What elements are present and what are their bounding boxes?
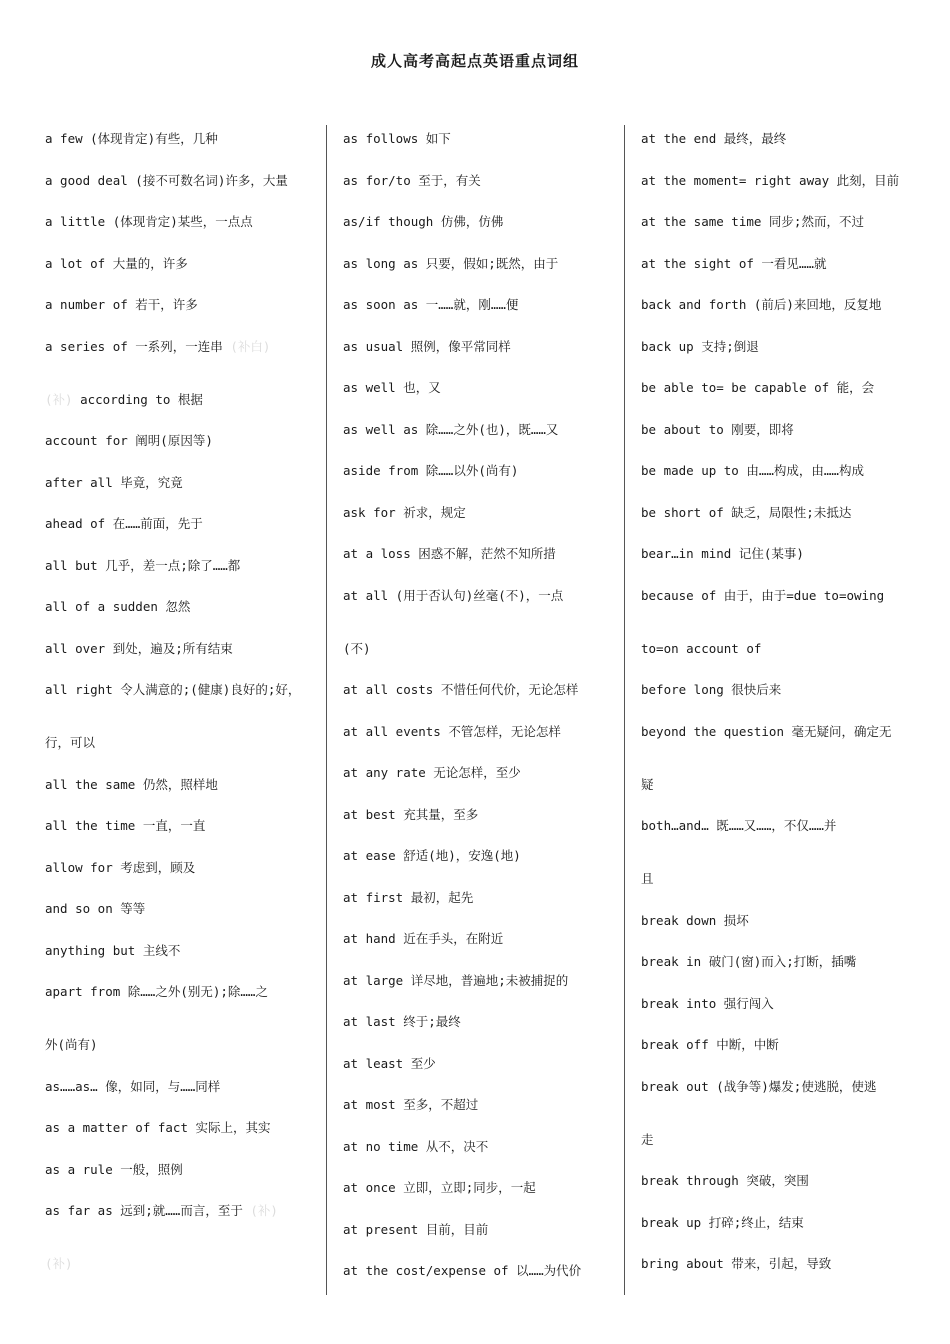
phrase-entry: as follows 如下: [343, 131, 451, 146]
phrase-entry: a little (体现肯定)某些，一点点: [45, 214, 253, 229]
phrase-entry: a lot of 大量的，许多: [45, 255, 188, 271]
phrase-entry: as well as 除……之外(也)，既……又: [343, 421, 559, 437]
phrase-entry: as for/to 至于，有关: [343, 172, 481, 188]
phrase-entry: at present 目前，目前: [343, 1221, 489, 1237]
faint-mark: (补): [250, 1203, 278, 1218]
phrase-text: according to 根据: [80, 391, 203, 407]
phrase-entry-continuation: 外(尚有): [45, 1037, 98, 1052]
phrase-entry: at once 立即，立即;同步，一起: [343, 1180, 536, 1195]
faint-mark: (补): [45, 1256, 73, 1271]
phrase-entry: break in 破门(窗)而入;打断，插嘴: [641, 954, 857, 969]
phrase-entry-continuation: (不): [343, 640, 371, 656]
phrase-entry: break down 损坏: [641, 912, 749, 928]
phrase-entry: at best 充其量，至多: [343, 806, 479, 822]
phrase-entry: after all 毕竟，究竟: [45, 474, 183, 490]
phrase-entry: account for 阐明(原因等): [45, 433, 213, 448]
phrase-entry: be made up to 由……构成，由……构成: [641, 463, 864, 478]
phrase-entry: and so on 等等: [45, 901, 146, 916]
column-divider: [326, 125, 327, 1295]
phrase-entry: allow for 考虑到，顾及: [45, 859, 196, 875]
phrase-entry: bring about 带来，引起，导致: [641, 1256, 832, 1271]
phrase-entry-continuation: 疑: [641, 776, 654, 792]
phrase-entry: at all (用于否认句)丝毫(不)，一点: [343, 587, 564, 603]
faint-mark: (补白): [230, 338, 271, 354]
phrase-entry-continuation: to=on account of: [641, 640, 762, 656]
phrase-entry: at any rate 无论怎样，至少: [343, 765, 521, 780]
phrase-text: a series of 一系列，一连串: [45, 338, 223, 354]
phrase-entry: at hand 近在手头，在附近: [343, 931, 504, 946]
phrase-entry: at the moment= right away 此刻，目前: [641, 172, 900, 188]
phrase-entry: all the same 仍然，照样地: [45, 776, 218, 792]
phrase-entry: aside from 除……以外(尚有): [343, 463, 519, 478]
phrase-entry: at first 最初，起先: [343, 889, 474, 905]
phrase-entry: beyond the question 毫无疑问，确定无: [641, 723, 892, 739]
phrase-entry: at the cost/expense of 以……为代价: [343, 1263, 582, 1278]
phrase-entry: break into 强行闯入: [641, 995, 774, 1011]
phrase-entry: as a rule 一般，照例: [45, 1161, 183, 1177]
phrase-entry: all over 到处，遍及;所有结束: [45, 640, 233, 656]
phrase-entry: at large 详尽地，普遍地;未被捕捉的: [343, 972, 569, 988]
phrase-entry: back up 支持;倒退: [641, 338, 759, 354]
phrase-entry-continuation: 且: [641, 871, 654, 886]
phrase-entry: as a matter of fact 实际上，其实: [45, 1120, 271, 1135]
phrase-entry: be short of 缺乏，局限性;未抵达: [641, 504, 852, 520]
phrase-entry: a few (体现肯定)有些，几种: [45, 131, 218, 146]
phrase-entry: because of 由于，由于=due to=owing: [641, 587, 885, 603]
phrase-entry: all right 令人满意的;(健康)良好的;好，: [45, 682, 301, 697]
column-divider: [624, 125, 625, 1295]
phrase-entry: all of a sudden 忽然: [45, 599, 191, 614]
phrase-entry: at the same time 同步;然而，不过: [641, 214, 864, 229]
phrase-entry: all but 几乎，差一点;除了……都: [45, 557, 241, 573]
phrase-entry: back and forth (前后)来回地，反复地: [641, 297, 882, 312]
phrase-entry: anything but 主线不: [45, 942, 181, 958]
phrase-entry: [45, 337, 315, 390]
phrase-entry: at a loss 困惑不解，茫然不知所措: [343, 546, 556, 561]
phrase-entry: before long 很快后来: [641, 682, 782, 697]
phrase-entry: be able to= be capable of 能，会: [641, 380, 875, 395]
phrase-entry: apart from 除……之外(别无);除……之: [45, 984, 268, 999]
phrase-entry: at the end 最终，最终: [641, 131, 787, 146]
phrase-entry: bear…in mind 记住(某事): [641, 546, 804, 561]
phrase-entry: [45, 390, 315, 432]
phrase-text: as far as 远到;就……而言，至于: [45, 1203, 243, 1218]
phrase-entry: as long as 只要，假如;既然，由于: [343, 255, 559, 271]
phrase-entry: at last 终于;最终: [343, 1014, 461, 1029]
phrase-entry: as soon as 一……就，刚……便: [343, 297, 519, 312]
phrase-entry: as usual 照例，像平常同样: [343, 338, 511, 354]
phrase-entry: at no time 从不，决不: [343, 1138, 489, 1154]
phrase-entry: break out (战争等)爆发;使逃脱，使逃: [641, 1078, 877, 1094]
faint-mark: (补): [45, 391, 73, 407]
phrase-entry: as……as… 像，如同，与……同样: [45, 1078, 221, 1094]
column-2: [343, 129, 613, 1303]
phrase-entry: both…and… 既……又……，不仅……并: [641, 818, 837, 833]
phrase-entry: break through 突破，突围: [641, 1173, 809, 1188]
phrase-entry: at least 至少: [343, 1055, 436, 1071]
page-title: 成人高考高起点英语重点词组: [370, 52, 579, 70]
phrase-entry: [45, 1254, 315, 1296]
phrase-entry: a number of 若干，许多: [45, 297, 198, 312]
phrase-entry: be about to 刚要，即将: [641, 421, 794, 437]
phrase-entry: [45, 1201, 315, 1254]
phrase-entry: ask for 祈求，规定: [343, 504, 466, 520]
phrase-entry: at most 至多，不超过: [343, 1097, 479, 1112]
phrase-entry: at all costs 不惜任何代价，无论怎样: [343, 682, 579, 697]
phrase-entry: at ease 舒适(地)，安逸(地): [343, 848, 521, 863]
phrase-entry: ahead of 在……前面，先于: [45, 516, 203, 531]
phrase-entry: at the sight of 一看见……就: [641, 255, 827, 271]
phrase-entry: break up 打碎;终止，结束: [641, 1214, 804, 1230]
phrase-entry: a good deal (接不可数名词)许多，大量: [45, 172, 288, 188]
phrase-entry: as well 也，又: [343, 380, 441, 395]
phrase-entry-continuation: 走: [641, 1131, 654, 1147]
phrase-entry: all the time 一直，一直: [45, 818, 206, 833]
phrase-entry: as/if though 仿佛，仿佛: [343, 214, 504, 229]
phrase-entry-continuation: 行，可以: [45, 735, 96, 750]
phrase-entry: break off 中断，中断: [641, 1037, 779, 1052]
phrase-entry: at all events 不管怎样，无论怎样: [343, 723, 561, 739]
column-1: [45, 129, 315, 1296]
column-3: [641, 129, 911, 1296]
